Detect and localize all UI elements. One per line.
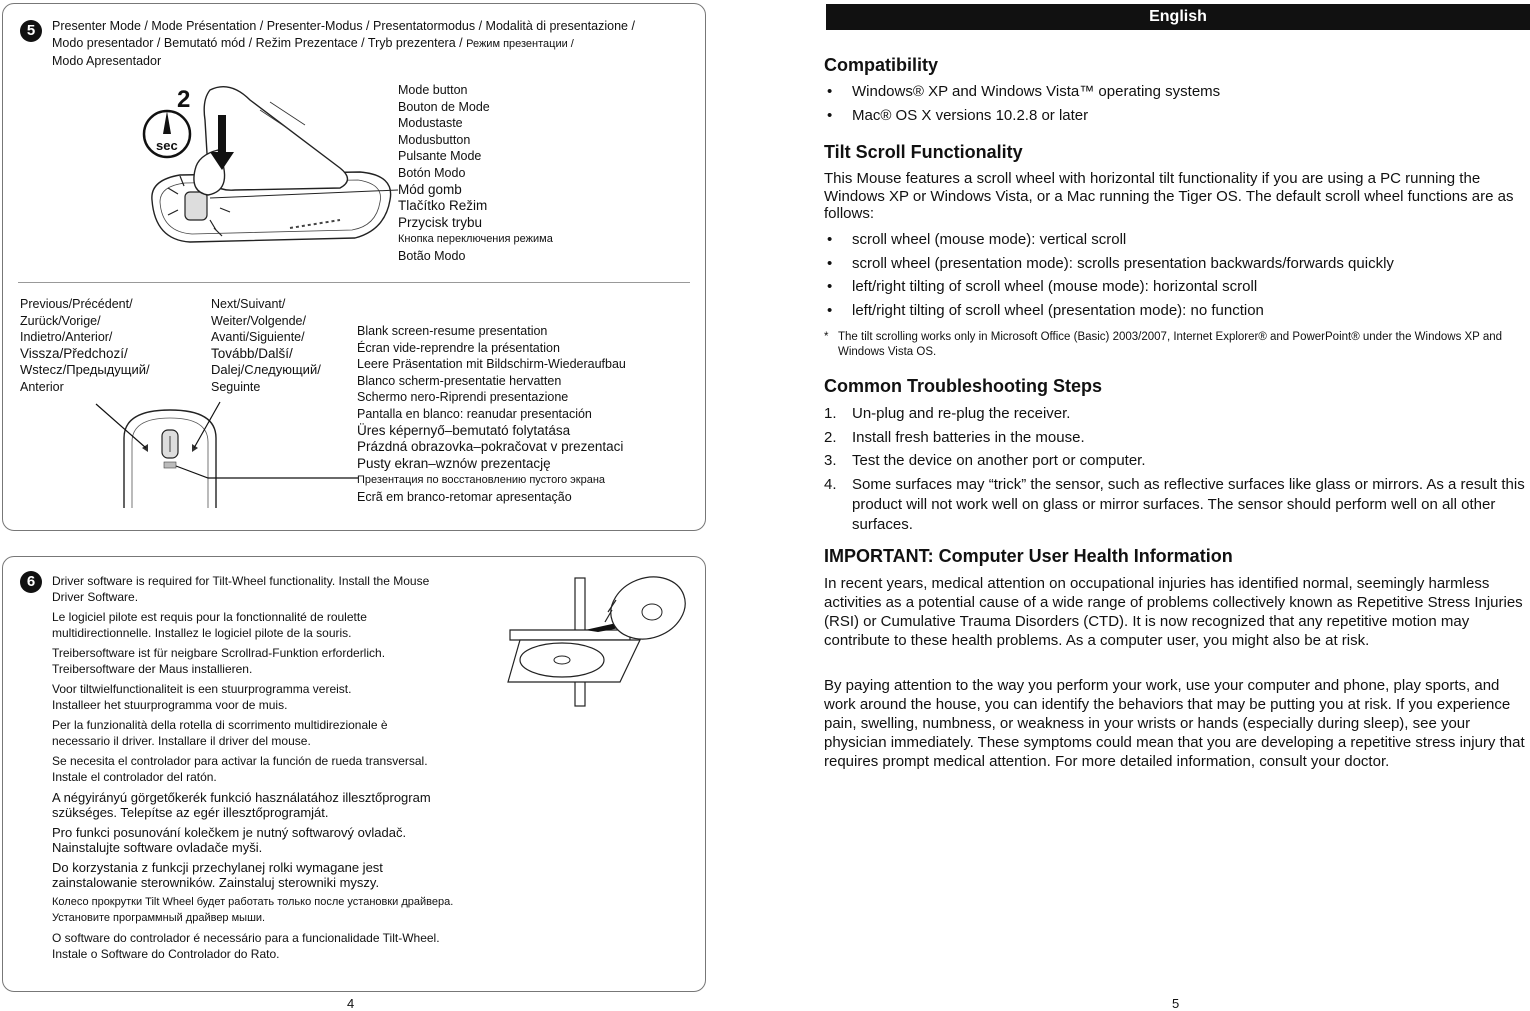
step6-line: multidirectionnelle. Installez le logiciel pilote de la souris. <box>52 625 352 640</box>
next-label: Next/Suivant/ <box>211 297 286 311</box>
blank-screen-label: Üres képernyő–bemutató folytatása <box>357 422 571 438</box>
step5-title-part: Presenter Mode / Mode Présentation / Presenter-Modus / Presentatormodus / Modalità di presentazione / <box>52 19 635 33</box>
previous-label: Previous/Précédent/ <box>20 297 133 311</box>
step6-paragraph <box>52 718 492 749</box>
health-heading: IMPORTANT: Computer User Health Information <box>824 546 1233 566</box>
tilt-intro: This Mouse features a scroll wheel with horizontal tilt functionality if you are using a PC running the Windows XP or Windows Vista, or a Mac running the Tiger OS. The default scroll wheel functions are as follows: <box>824 170 1514 222</box>
step6-paragraph <box>52 682 492 713</box>
compat-heading: Compatibility <box>824 55 939 75</box>
mode-button-label: Mód gomb <box>398 181 462 197</box>
blank-screen-label: Leere Präsentation mit Bildschirm-Wiederaufbau <box>357 357 626 372</box>
mode-button-label: Bouton de Mode <box>398 99 490 114</box>
next-label: Weiter/Volgende/ <box>211 313 306 328</box>
mode-button-label: Modusbutton <box>398 132 471 147</box>
mode-button-label: Pulsante Mode <box>398 149 482 164</box>
mode-button-labels <box>398 82 553 265</box>
list-item: • left/right tilting of scroll wheel (mouse mode): horizontal scroll <box>824 277 1530 301</box>
timer-value: 2 <box>177 86 191 113</box>
list-text: Some surfaces may “trick” the sensor, such as reflective surfaces like glass or mirrors. As a result this product will not work well on glass or mirror surfaces. The sensor should perform well on all other surfaces. <box>852 475 1525 533</box>
blank-screen-label: Презентация по восстановлению пустого экрана <box>357 474 606 487</box>
step6-line: Driver software is required for Tilt-Wheel functionality. Install the Mouse <box>52 574 430 588</box>
step6-paragraph <box>52 931 492 962</box>
tilt-heading: Tilt Scroll Functionality <box>824 142 1023 162</box>
step6-line: szükséges. Telepítse az egér illesztőprogramját. <box>52 805 329 820</box>
blank-screen-label: Pusty ekran–wznów prezentację <box>357 455 551 471</box>
mode-button-label: Przycisk trybu <box>398 214 483 230</box>
step6-line: Installeer het stuurprogramma voor de muis. <box>52 697 288 712</box>
compat-list <box>824 82 1530 129</box>
step6-line: necessario il driver. Installare il driver del mouse. <box>52 733 311 748</box>
step6-line: zainstalowanie sterowników. Zainstaluj sterowniki myszy. <box>52 875 380 890</box>
blank-screen-label: Écran vide-reprendre la présentation <box>357 340 560 355</box>
mode-button-label: Кнопка переключения режима <box>398 233 553 246</box>
list-item <box>824 428 1530 448</box>
trouble-heading: Common Troubleshooting Steps <box>824 376 1102 396</box>
mode-button-label: Modustaste <box>398 116 463 131</box>
step6-line: O software do controlador é necessário para a funcionalidade Tilt-Wheel. <box>52 931 440 945</box>
previous-label: Anterior <box>20 379 64 394</box>
blank-screen-labels <box>357 323 626 506</box>
step5-title-part: Режим презентации / <box>466 38 574 50</box>
step6-line: Instale o Software do Controlador do Rato. <box>52 946 280 961</box>
list-item: • left/right tilting of scroll wheel (presentation mode): no function <box>824 301 1530 325</box>
next-label: Avanti/Siguiente/ <box>211 330 305 345</box>
page-number-left: 4 <box>347 996 355 1011</box>
step6-line: Pro funkci posunování kolečkem je nutný softwarový ovladač. <box>52 825 407 840</box>
next-labels <box>211 296 321 396</box>
step6-line: Voor tiltwielfunctionaliteit is een stuurprogramma vereist. <box>52 682 352 696</box>
step6-line: Instale el controlador del ratón. <box>52 769 217 784</box>
step6-paragraph <box>52 574 492 605</box>
trouble-list <box>824 404 1530 538</box>
cd-drive-illustration <box>500 570 700 710</box>
mode-button-label: Botão Modo <box>398 248 466 263</box>
step6-line: Se necesita el controlador para activar la función de rueda transversal. <box>52 754 428 768</box>
page-number-right: 5 <box>1172 996 1180 1011</box>
next-label: Dalej/Следующий/ <box>211 362 321 378</box>
health-paragraph-2: By paying attention to the way you perform your work, use your computer and phone, play sports, and work around the house, you can identify the behaviors that may be putting you at risk. If you experience pain, swelling, numbness, or weakness in your wrists or hands (especially during sleep), see your physician immediately. These symptoms could mean that you are developing a repetitive stress injury that requires prompt medical attention. For more detailed information, consult your doctor. <box>824 677 1525 770</box>
step5-title-part: Bemutató mód / Režim Prezentace / Tryb prezentera / <box>163 36 467 50</box>
tilt-footnote <box>824 330 1530 360</box>
footnote-mark: * <box>824 331 829 343</box>
step6-line: Treibersoftware der Maus installieren. <box>52 661 253 676</box>
mode-button-label: Botón Modo <box>398 165 466 180</box>
step6-text <box>52 574 492 967</box>
list-number: 1. <box>824 405 837 422</box>
previous-labels <box>20 296 150 396</box>
step6-line: Treibersoftware ist für neigbare Scrollrad-Funktion erforderlich. <box>52 646 386 660</box>
language-bar: English <box>826 4 1530 30</box>
step6-line: A négyirányú görgetőkerék funkció használatához illesztőprogram <box>52 790 431 805</box>
health-paragraph-1: In recent years, medical attention on occupational injuries has identified normal, seemingly harmless activities as a potential cause of a wide range of problems collectively known as Repetitive Stress Injuries (RSI) or Cumulative Trauma Disorders (CTD). It is now recognized that any repetitive motion may contribute to these health problems. As a computer user, you might also be at risk. <box>824 575 1523 649</box>
list-number: 4. <box>824 475 837 493</box>
mode-button-label: Mode button <box>398 83 468 97</box>
blank-screen-label: Blank screen-resume presentation <box>357 324 548 338</box>
tilt-list <box>824 230 1530 324</box>
footnote-text: The tilt scrolling works only in Microsoft Office (Basic) 2003/2007, Internet Explorer® and PowerPoint® under the Windows XP and Windows Vista OS. <box>838 331 1503 358</box>
step6-line: Колесо прокрутки Tilt Wheel будет работать только после установки драйвера. <box>52 896 454 908</box>
list-item <box>824 404 1530 424</box>
step6-paragraph <box>52 754 492 785</box>
blank-screen-label: Schermo nero-Riprendi presentazione <box>357 390 569 405</box>
next-label: Seguinte <box>211 379 261 394</box>
next-label: Tovább/Další/ <box>211 345 293 361</box>
list-number: 2. <box>824 428 837 446</box>
blank-screen-label: Prázdná obrazovka–pokračovat v prezentaci <box>357 439 624 455</box>
step5-divider <box>18 282 690 283</box>
step6-paragraph <box>52 610 492 641</box>
list-text: Test the device on another port or computer. <box>852 452 1146 469</box>
step5-title-part: Modo Apresentador <box>52 54 162 68</box>
mode-button-label: Tlačítko Režim <box>398 198 488 214</box>
previous-label: Zurück/Vorige/ <box>20 313 101 328</box>
previous-label: Vissza/Předchozí/ <box>20 345 128 361</box>
step6-line: Le logiciel pilote est requis pour la fonctionnalité de roulette <box>52 610 367 624</box>
step6-badge: 6 <box>20 571 42 593</box>
list-item: • Windows® XP and Windows Vista™ operating systems <box>824 82 1530 106</box>
previous-label: Wstecz/Предыдущий/ <box>20 362 150 378</box>
step6-line: Nainstalujte software ovladače myši. <box>52 840 263 855</box>
step5-badge: 5 <box>20 20 42 42</box>
step6-line: Driver Software. <box>52 589 139 604</box>
list-text: Un-plug and re-plug the receiver. <box>852 405 1071 422</box>
step6-paragraph <box>52 860 492 890</box>
step5-title-part: Modo presentador / <box>52 36 164 50</box>
list-item: • scroll wheel (mouse mode): vertical scroll <box>824 230 1530 254</box>
step5-title <box>52 18 682 70</box>
step6-paragraph <box>52 895 492 926</box>
step6-line: Do korzystania z funkcji przechylanej rolki wymagane jest <box>52 860 383 875</box>
timer-unit: sec <box>156 138 178 153</box>
step6-paragraph <box>52 646 492 677</box>
step6-paragraph <box>52 790 492 820</box>
list-number: 3. <box>824 452 837 469</box>
list-item: • Mac® OS X versions 10.2.8 or later <box>824 106 1530 130</box>
list-text: Install fresh batteries in the mouse. <box>852 428 1085 446</box>
blank-screen-label: Blanco scherm-presentatie hervatten <box>357 373 562 388</box>
mouse-top-view-illustration <box>90 398 360 508</box>
step6-line: Установите программный драйвер мыши. <box>52 911 266 924</box>
blank-screen-label: Pantalla en blanco: reanudar presentación <box>357 406 592 421</box>
previous-label: Indietro/Anterior/ <box>20 330 113 345</box>
list-item: • scroll wheel (presentation mode): scrolls presentation backwards/forwards quickly <box>824 254 1530 278</box>
step6-line: Per la funzionalità della rotella di scorrimento multidirezionale è <box>52 718 388 732</box>
list-item <box>824 451 1530 471</box>
list-item <box>824 475 1530 535</box>
blank-screen-label: Ecrã em branco-retomar apresentação <box>357 489 572 504</box>
step6-paragraph <box>52 825 492 855</box>
